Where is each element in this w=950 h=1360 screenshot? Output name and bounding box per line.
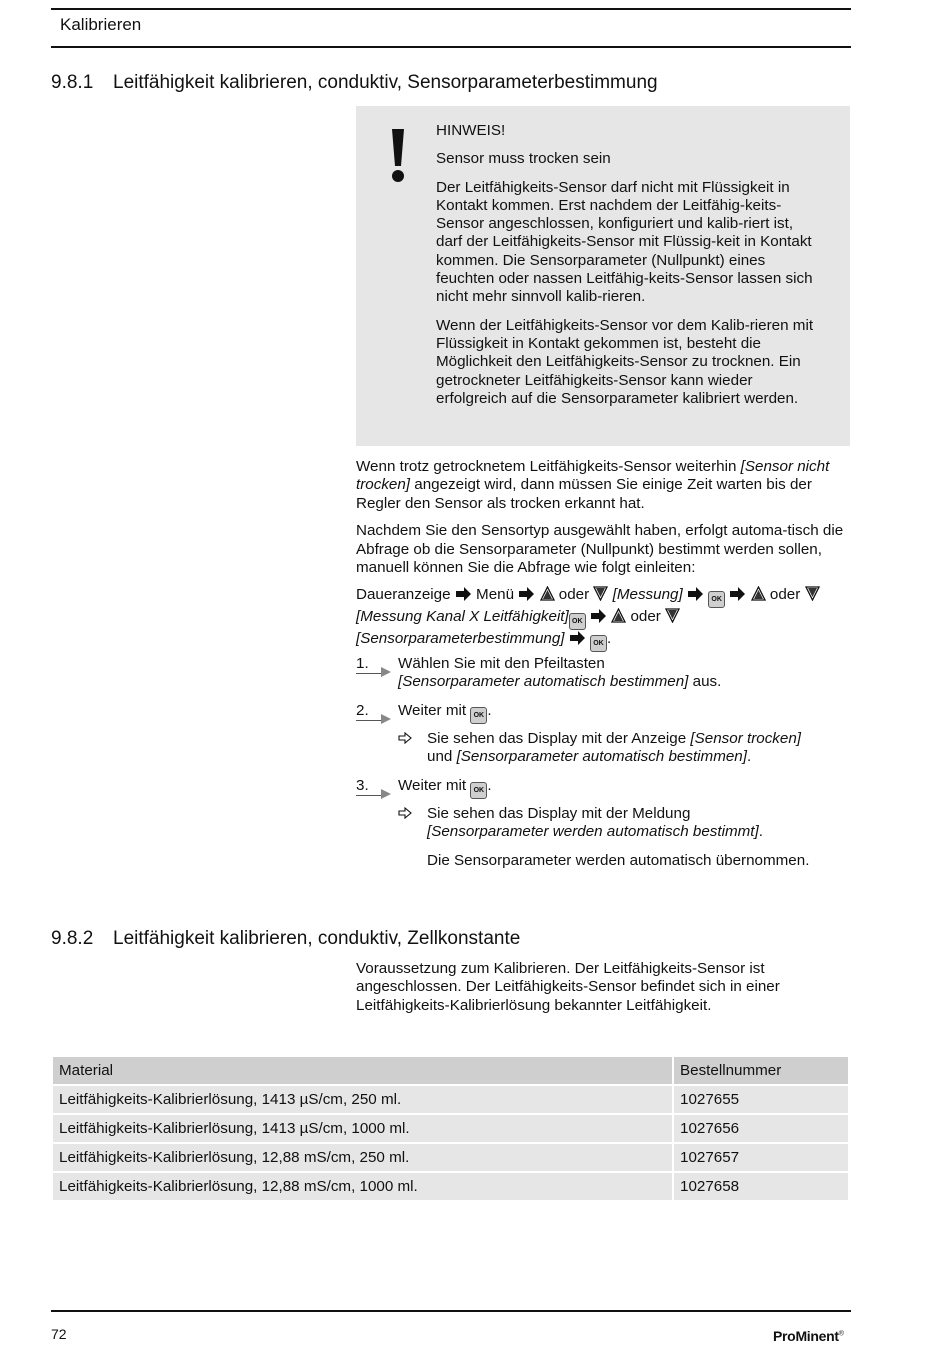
materials-table xyxy=(51,1055,850,1202)
page-number: 72 xyxy=(51,1326,67,1342)
header-top-rule xyxy=(51,8,851,10)
sensor-not-dry-label: [Sensor nicht trocken] xyxy=(356,458,830,494)
arrow-right-icon xyxy=(687,587,704,601)
step-2: 2. Weiter mit OK . xyxy=(356,702,850,724)
sensor-dry-label: [Sensor trocken] xyxy=(690,730,802,747)
notice-heading: HINWEIS! xyxy=(436,122,506,139)
section-heading: Leitfähigkeit kalibrieren, conduktiv, Zellkonstante xyxy=(113,928,521,949)
arrow-right-icon xyxy=(518,587,535,601)
paragraph-sensor-not-dry: Wenn trotz getrocknetem Leitfähigkeits-Sensor weiterhin [Sensor nicht trocken] angezeigt wird, dann müssen Sie einige Zeit warten bis der Regler den Sensor als trocken erkannt hat. xyxy=(356,458,830,512)
ok-key-icon: OK xyxy=(470,782,487,799)
step-3: 3. Weiter mit OK . xyxy=(356,777,850,799)
ok-key-icon: OK xyxy=(569,613,586,630)
brand-logo: ProMinent® xyxy=(773,1328,844,1344)
ok-key-icon: OK xyxy=(708,591,725,608)
notice-paragraph-2: Wenn der Leitfähigkeits-Sensor vor dem Kalib-rieren mit Flüssigkeit in Kontakt gekommen ist, besteht die Möglichkeit den Leitfähigkeits-Sensor zu trocknen. Ein getrockneter Leitfähigkeits-Sensor kann wieder erfolgreich auf die Sensorparameter kalibriert werden. xyxy=(436,316,814,407)
path-messung: [Messung] xyxy=(612,586,683,604)
triangle-up-icon xyxy=(751,586,766,601)
arrow-right-icon xyxy=(455,587,472,601)
material-cell: Leitfähigkeits-Kalibrierlösung, 12,88 mS/cm, 250 ml. xyxy=(53,1144,672,1171)
order-number-cell: 1027655 xyxy=(674,1086,848,1113)
path-kanal: [Messung Kanal X Leitfähigkeit] xyxy=(356,608,569,626)
triangle-down-icon xyxy=(805,586,820,601)
step-1-option: [Sensorparameter automatisch bestimmen] xyxy=(398,673,689,691)
section-title-982 xyxy=(51,928,520,950)
header-bottom-rule xyxy=(51,46,851,48)
table-header-row xyxy=(53,1057,848,1084)
triangle-down-icon xyxy=(665,608,680,623)
paragraph-prerequisite: Voraussetzung zum Kalibrieren. Der Leitfähigkeits-Sensor ist angeschlossen. Der Leitfähigkeits-Sensor befindet sich in einer Leitfähigkeits-Kalibrierlösung bekannter Leitfähigkeit. xyxy=(356,960,780,1014)
table-row xyxy=(53,1144,848,1171)
section-title-981 xyxy=(51,72,658,94)
footer-rule xyxy=(51,1310,851,1312)
section-number: 9.8.2 xyxy=(51,928,94,949)
order-number-cell: 1027656 xyxy=(674,1115,848,1142)
auto-determine-label: [Sensorparameter automatisch bestimmen] xyxy=(456,748,747,766)
notice-box xyxy=(356,106,850,446)
triangle-up-icon xyxy=(611,608,626,623)
step-number: 1. xyxy=(356,655,369,672)
path-bestimmung: [Sensorparameterbestimmung] xyxy=(356,630,565,648)
order-number-cell: 1027657 xyxy=(674,1144,848,1171)
step-1: 1. Wählen Sie mit den Pfeiltasten [Sensorparameter automatisch bestimmen] aus. xyxy=(356,655,722,691)
arrow-right-icon xyxy=(569,631,586,645)
result-arrow-icon xyxy=(398,807,412,819)
material-cell: Leitfähigkeits-Kalibrierlösung, 12,88 mS/cm, 1000 ml. xyxy=(53,1173,672,1200)
auto-determined-message: [Sensorparameter werden automatisch bestimmt] xyxy=(427,823,759,841)
header-material: Material xyxy=(53,1057,672,1084)
table-row xyxy=(53,1173,848,1200)
step-triangle-icon xyxy=(381,667,391,677)
step-3-result: Sie sehen das Display mit der Meldung [Sensorparameter werden automatisch bestimmt]. Die Sensorparameter werden automatisch übernommen. xyxy=(398,805,850,870)
result-arrow-icon xyxy=(398,732,412,744)
step-2-result: Sie sehen das Display mit der Anzeige [Sensor trocken] und [Sensorparameter automatisch bestimmen]. xyxy=(398,730,850,767)
intro-text xyxy=(356,458,850,661)
section-heading: Leitfähigkeit kalibrieren, conduktiv, Sensorparameterbestimmung xyxy=(113,72,658,93)
result-note: Die Sensorparameter werden automatisch übernommen. xyxy=(427,851,810,869)
notice-paragraph-1: Der Leitfähigkeits-Sensor darf nicht mit Flüssigkeit in Kontakt kommen. Erst nachdem der Leitfähig-keits-Sensor angeschlossen, konfiguriert und kalib-riert ist, darf der Leitfähigkeits-Sensor mit Flüssig-keit in Kontakt kommen. Die Sensorparameter (Nullpunkt) eines feuchten oder nassen Leitfähig-keits-Sensor lassen sich nicht mehr sinnvoll kalib-rieren. xyxy=(436,178,813,306)
step-triangle-icon xyxy=(381,714,391,724)
step-number: 2. xyxy=(356,702,369,719)
menu-path: Daueranzeige Menü oder [Messung] OK oder [Messung Kanal X Leitfähigkeit] OK oder [Sensorparameterbestimmung] OK . xyxy=(356,586,850,652)
step-number: 3. xyxy=(356,777,369,794)
material-cell: Leitfähigkeits-Kalibrierlösung, 1413 µS/cm, 1000 ml. xyxy=(53,1115,672,1142)
table-row xyxy=(53,1086,848,1113)
arrow-right-icon xyxy=(729,587,746,601)
notice-subheading: Sensor muss trocken sein xyxy=(436,150,611,168)
table-row xyxy=(53,1115,848,1142)
material-cell: Leitfähigkeits-Kalibrierlösung, 1413 µS/cm, 250 ml. xyxy=(53,1086,672,1113)
header-order-number: Bestellnummer xyxy=(674,1057,848,1084)
header-title: Kalibrieren xyxy=(60,15,142,34)
section-2-text xyxy=(356,960,850,1024)
order-number-cell: 1027658 xyxy=(674,1173,848,1200)
exclamation-icon xyxy=(386,126,410,186)
arrow-right-icon xyxy=(590,609,607,623)
triangle-down-icon xyxy=(593,586,608,601)
triangle-up-icon xyxy=(540,586,555,601)
ok-key-icon: OK xyxy=(470,707,487,724)
ok-key-icon: OK xyxy=(590,635,607,652)
step-triangle-icon xyxy=(381,789,391,799)
paragraph-sensortype: Nachdem Sie den Sensortyp ausgewählt haben, erfolgt automa-tisch die Abfrage ob die Sensorparameter (Nullpunkt) bestimmt werden sollen, manuell können Sie die Abfrage wie folgt einleiten: xyxy=(356,522,844,577)
section-number: 9.8.1 xyxy=(51,72,94,93)
